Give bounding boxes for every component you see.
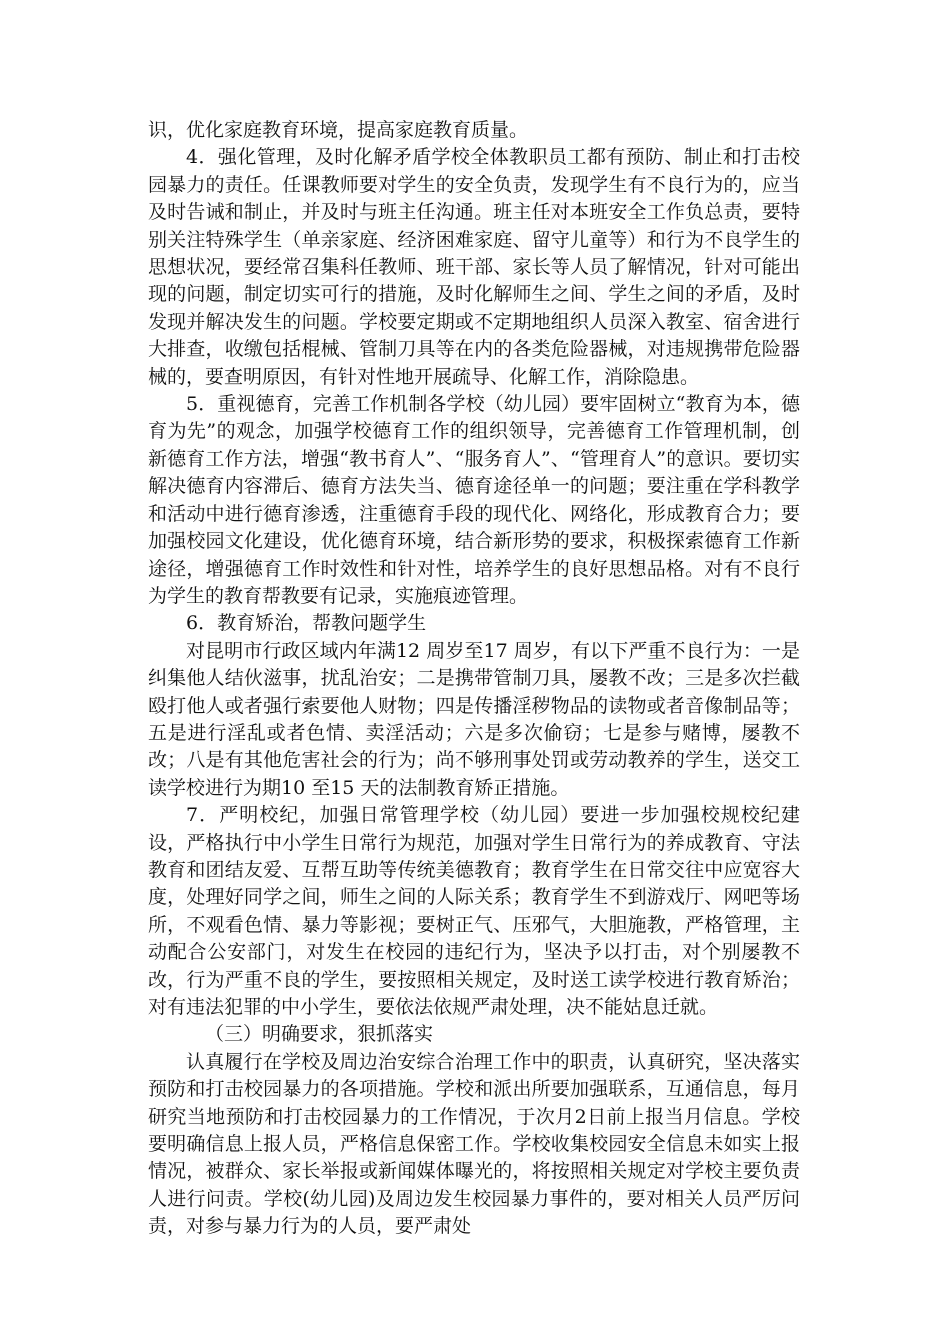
- heading-item-6-correction: 6．教育矫治，帮教问题学生: [186, 612, 427, 635]
- document-page: [148, 117, 800, 1241]
- paragraph-section-3-details: 认真履行在学校及周边治安综合治理工作中的职责，认真研究，坚决落实预防和打击校园暴力的各项措施。学校和派出所要加强联系，互通信息，每月研究当地预防和打击校园暴力的工作情况，于次月2日前上报当月信息。学校要明确信息上报人员，严格信息保密工作。学校收集校园安全信息未如实上报情况，被群众、家长举报或新闻媒体曝光的，将按照相关规定对学校主要负责人进行问责。学校(幼儿园)及周边发生校园暴力事件的，要对相关人员严厉问责，对参与暴力行为的人员，要严肃处: [148, 1050, 800, 1238]
- heading-section-3-requirements: （三）明确要求，狠抓落实: [205, 1023, 434, 1046]
- paragraph-item-4-management: 4．强化管理，及时化解矛盾学校全体教职员工都有预防、制止和打击校园暴力的责任。任课教师要对学生的安全负责，发现学生有不良行为的，应当及时告诫和制止，并及时与班主任沟通。班主任对本班安全工作负总责，要特别关注特殊学生（单亲家庭、经济困难家庭、留守儿童等）和行为不良学生的思想状况，要经常召集科任教师、班干部、家长等人员了解情况，针对可能出现的问题，制定切实可行的措施，及时化解师生之间、学生之间的矛盾，及时发现并解决发生的问题。学校要定期或不定期地组织人员深入教室、宿舍进行大排查，收缴包括棍械、管制刀具等在内的各类危险器械，对违规携带危险器械的，要查明原因，有针对性地开展疏导、化解工作，消除隐患。: [148, 146, 800, 388]
- paragraph-item-7-discipline: 7．严明校纪，加强日常管理学校（幼儿园）要进一步加强校规校纪建设，严格执行中小学生日常行为规范，加强对学生日常行为的养成教育、守法教育和团结友爱、互帮互助等传统美德教育；教育学生在日常交往中应宽容大度，处理好同学之间，师生之间的人际关系；教育学生不到游戏厅、网吧等场所，不观看色情、暴力等影视；要树正气、压邪气，大胆施教，严格管理，主动配合公安部门，对发生在校园的违纪行为，坚决予以打击，对个别屡教不改，行为严重不良的学生，要按照相关规定，及时送工读学校进行教育矫治；对有违法犯罪的中小学生，要依法依规严肃处理，决不能姑息迁就。: [148, 804, 800, 1018]
- paragraph-item-6-details: 对昆明市行政区域内年满12 周岁至17 周岁，有以下严重不良行为：一是纠集他人结伙滋事，扰乱治安；二是携带管制刀具，屡教不改；三是多次拦截殴打他人或者强行索要他人财物；四是传播淫秽物品的读物或者音像制品等；五是进行淫乱或者色情、卖淫活动；六是多次偷窃；七是参与赌博，屡教不改；八是有其他危害社会的行为；尚不够刑事处罚或劳动教养的学生，送交工读学校进行为期10 至15 天的法制教育矫正措施。: [148, 639, 800, 799]
- paragraph-continued-intro: 识，优化家庭教育环境，提高家庭教育质量。: [148, 119, 529, 141]
- paragraph-item-5-moral-education: 5．重视德育，完善工作机制各学校（幼儿园）要牢固树立“教育为本，德育为先”的观念，加强学校德育工作的组织领导，完善德育工作管理机制，创新德育工作方法，增强“教书育人”、“服务育人”、“管理育人”的意识。要切实解决德育内容滞后、德育方法失当、德育途径单一的问题；要注重在学科教学和活动中进行德育渗透，注重德育手段的现代化、网络化，形成教育合力；要加强校园文化建设，优化德育环境，结合新形势的要求，积极探索德育工作新途径，增强德育工作时效性和针对性，培养学生的良好思想品格。对有不良行为学生的教育帮教要有记录，实施痕迹管理。: [148, 393, 800, 607]
